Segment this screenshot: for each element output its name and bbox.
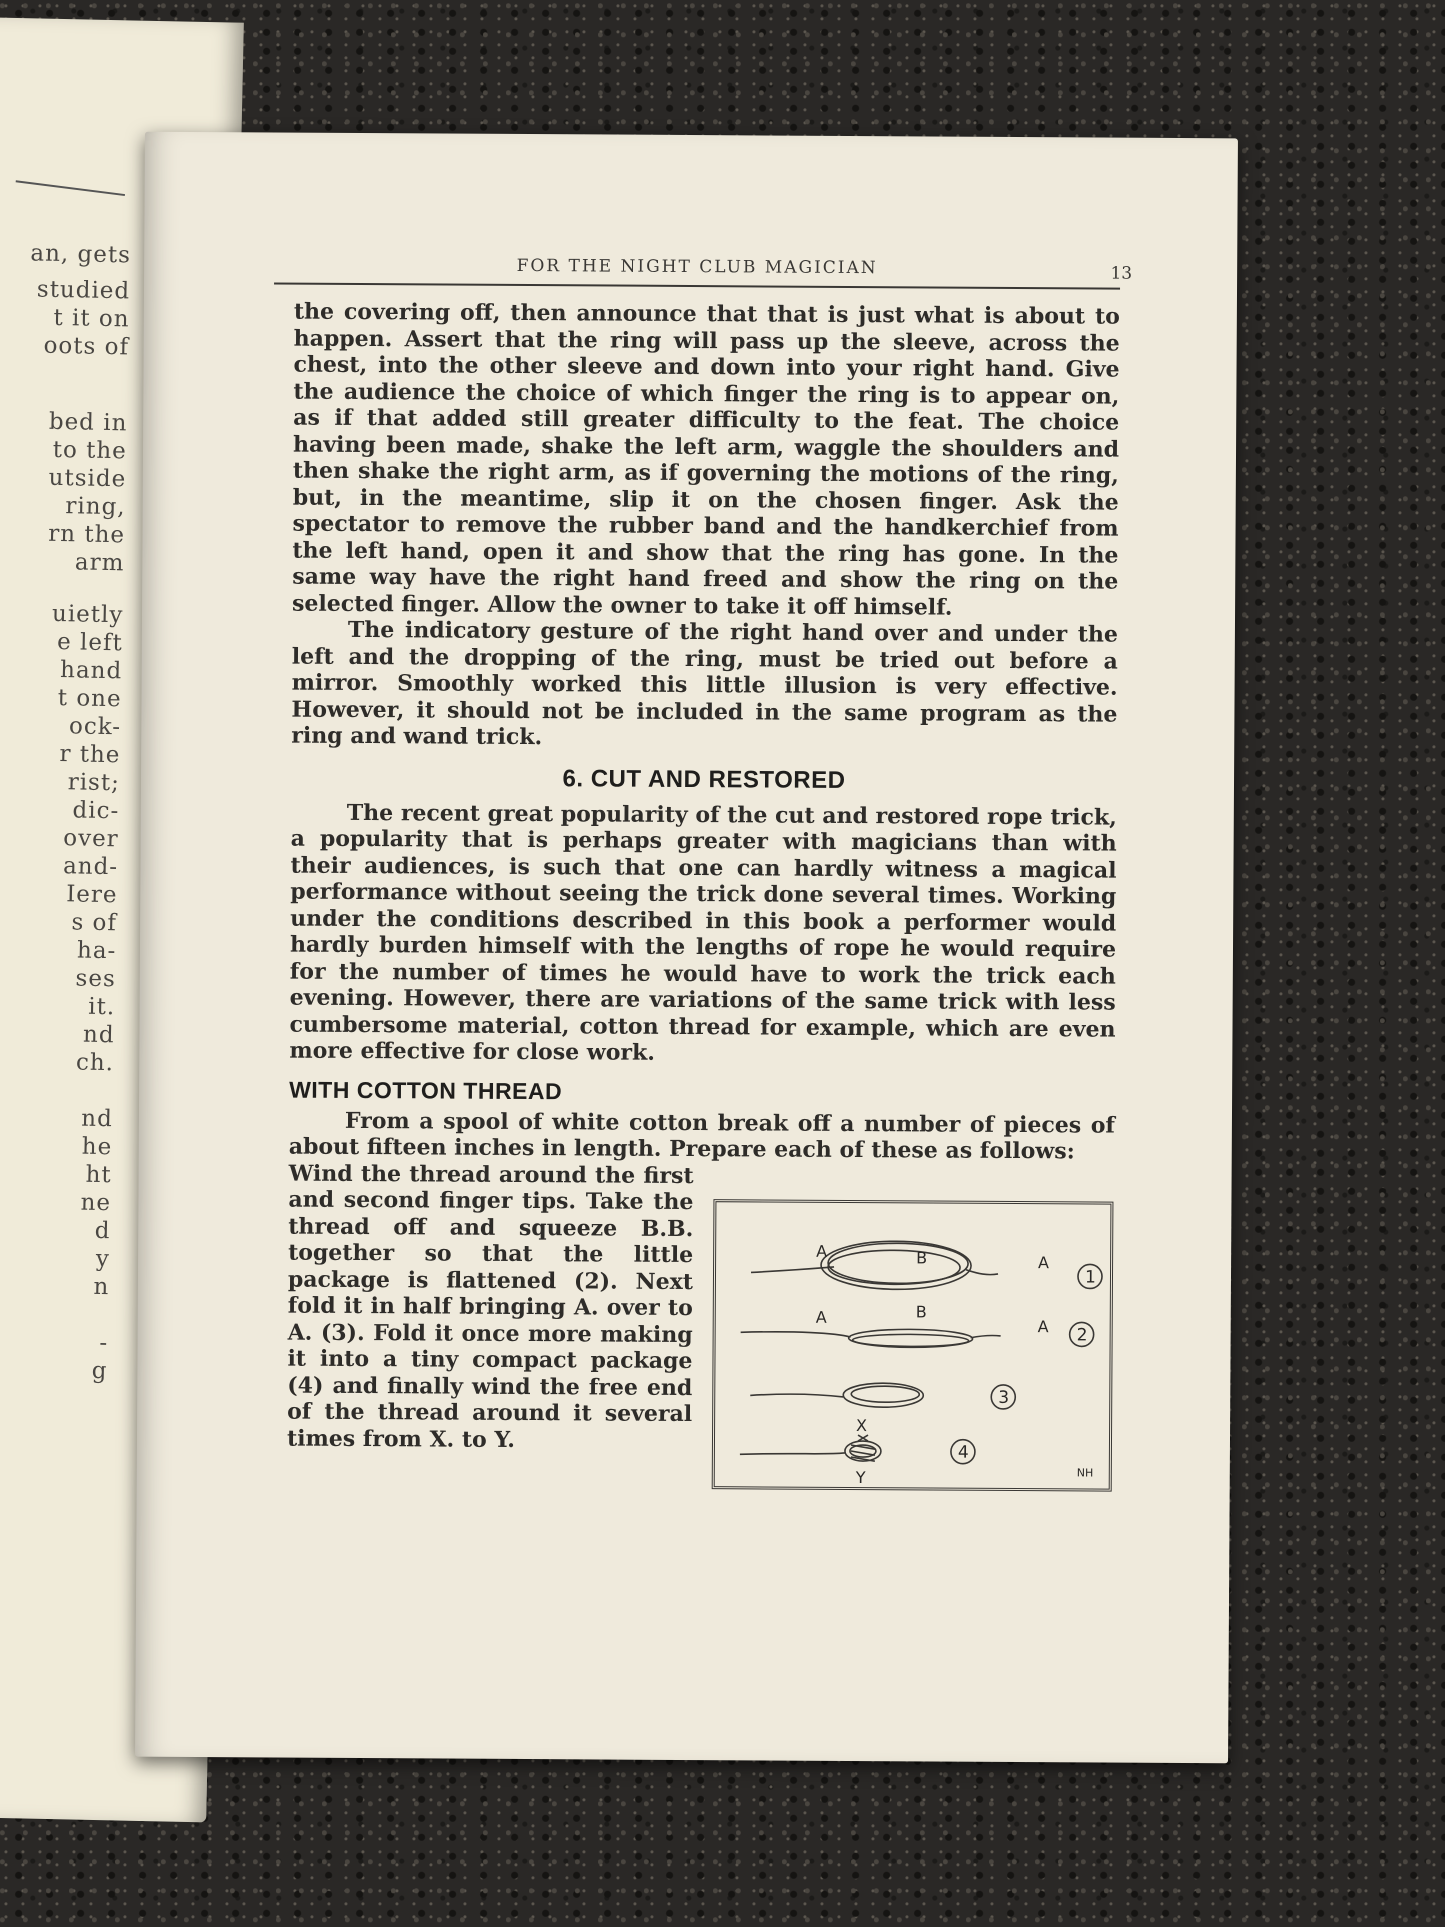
label-b: B [916,1247,928,1267]
label-x: X [856,1415,868,1435]
left-fragment: ne [80,1189,112,1217]
left-fragment: uietly [51,600,124,629]
thread-line-2 [741,1331,851,1336]
paragraph: Wind the thread around the first and second finger tips. Take the thread off and squeeze B.B. together so that the little package is flattened (2). Next fold it in half bringing A. over to A. (3). Fold it once more making it into a tiny compact package (4) and finally wind the free end of the thread around it several times from X. to Y. [286,1160,694,1453]
step-number-4: 4 [957,1442,969,1463]
paragraph: The indicatory gesture of the right hand over and under the left and the dropping of the ring, must be tried out before a mirror. Smoothly worked this little illusion is very effective. However, it should not be included in the same program as the ring and wand trick. [291,616,1118,751]
label-b: B [915,1301,927,1321]
left-fragment: rn the [48,520,126,549]
page-number: 13 [1110,263,1133,284]
left-fragment: and- [62,853,119,881]
thread-line-3 [750,1393,843,1396]
left-fragment: y [95,1245,111,1273]
left-fragment: n [93,1273,110,1301]
left-fragment: t one [57,685,122,713]
label-a: A [816,1241,828,1261]
left-fragment: ht [85,1161,112,1189]
thread-fold-3b [851,1386,919,1402]
left-fragment: g [91,1357,108,1385]
section-heading: 6. CUT AND RESTORED [562,764,846,794]
thread-loop-1c [828,1249,960,1284]
left-fragment: it. [87,993,116,1021]
left-fragment: nd [82,1021,115,1049]
page-content [286,253,1133,1492]
left-fragment: Iere [65,881,118,909]
thread-winding [851,1445,875,1461]
label-y: Y [855,1467,866,1487]
left-fragment: ring, [65,493,126,521]
paragraph: From a spool of white cotton break off a number of pieces of about fifteen inches in length. Prepare each of these as follows: [288,1107,1116,1165]
left-fragment: utside [48,464,127,493]
left-fragment: ock- [68,713,122,741]
left-fragment: ses [75,965,117,993]
thread-x-mark [858,1435,868,1441]
left-fragment: e left [56,628,124,657]
left-fragment: arm [74,549,125,577]
paragraph: the covering off, then announce that that is just what is about to happen. Assert that the ring will pass up the sleeve, across the chest, into the other sleeve and down into your right hand. Give the audience the choice of which finger the ring is to appear on, as if that added still greater difficulty to the feat. The choice having been made, shake the left arm, waggle the shoulders and then shake the right arm, as if governing the motions of the ring, but, in the meantime, slip it on the chosen finger. Ask the spectator to remove the rubber band and the handkerchief from the left hand, open it and show that the ring has gone. In the same way have the right hand freed and show the ring on the selected finger. Allow the owner to take it off himself. [292,298,1120,621]
left-fragment: oots of [43,332,130,361]
left-fragment: an, gets [30,240,132,269]
thread-diagram [715,1202,1111,1488]
left-fragment: rist; [67,769,121,797]
step-number-1: 1 [1084,1266,1096,1288]
artist-initials: NH [1076,1465,1094,1479]
right-page [135,132,1238,1764]
left-fragment: bed in [48,408,128,437]
left-fragment: hand [59,657,123,685]
left-fragment: t it on [53,304,130,333]
wrapped-text-column [287,1160,694,1488]
left-fragment: - [99,1330,109,1357]
left-fragment: ch. [75,1049,115,1077]
thread-tail-2 [971,1335,1001,1338]
step-number-2: 2 [1076,1324,1088,1345]
left-page-rule [16,180,125,196]
left-fragment: he [81,1133,113,1161]
left-fragment: d [94,1217,111,1245]
left-fragment: over [62,825,119,853]
label-a: A [815,1307,827,1327]
thread-tail-1 [966,1269,998,1274]
paragraph: The recent great popularity of the cut and restored rope trick, a popularity that is perhaps greater with magicians than with their audiences, is such that one can hardly witness a magical performance without seeing the trick done several times. Working under the conditions described in this book a performer would hardly burden himself with the lengths of rope he would require for the number of times he would have to work the trick each evening. However, there are variations of the same trick with less cumbersome material, cotton thread for example, which are even more effective for close work. [289,799,1117,1066]
left-fragment: ha- [76,937,117,965]
text-with-figure [287,1160,1115,1491]
thread-diagram-figure [712,1199,1114,1491]
left-fragment: s of [71,909,118,937]
thread-line-4 [740,1452,845,1455]
running-head [274,252,1133,289]
label-a: A [1038,1252,1050,1272]
left-fragment: to the [52,436,128,465]
left-fragment: dic- [72,797,120,825]
left-fragment: r the [59,741,121,769]
thread-flat-2b [853,1334,969,1347]
left-fragment: nd [81,1105,114,1133]
sub-heading: WITH COTTON THREAD [289,1076,563,1104]
step-number-3: 3 [998,1387,1010,1408]
running-head-title: FOR THE NIGHT CLUB MAGICIAN [516,255,878,279]
thread-loop-1 [821,1240,971,1289]
label-a: A [1037,1316,1049,1336]
left-fragment: studied [36,276,131,305]
